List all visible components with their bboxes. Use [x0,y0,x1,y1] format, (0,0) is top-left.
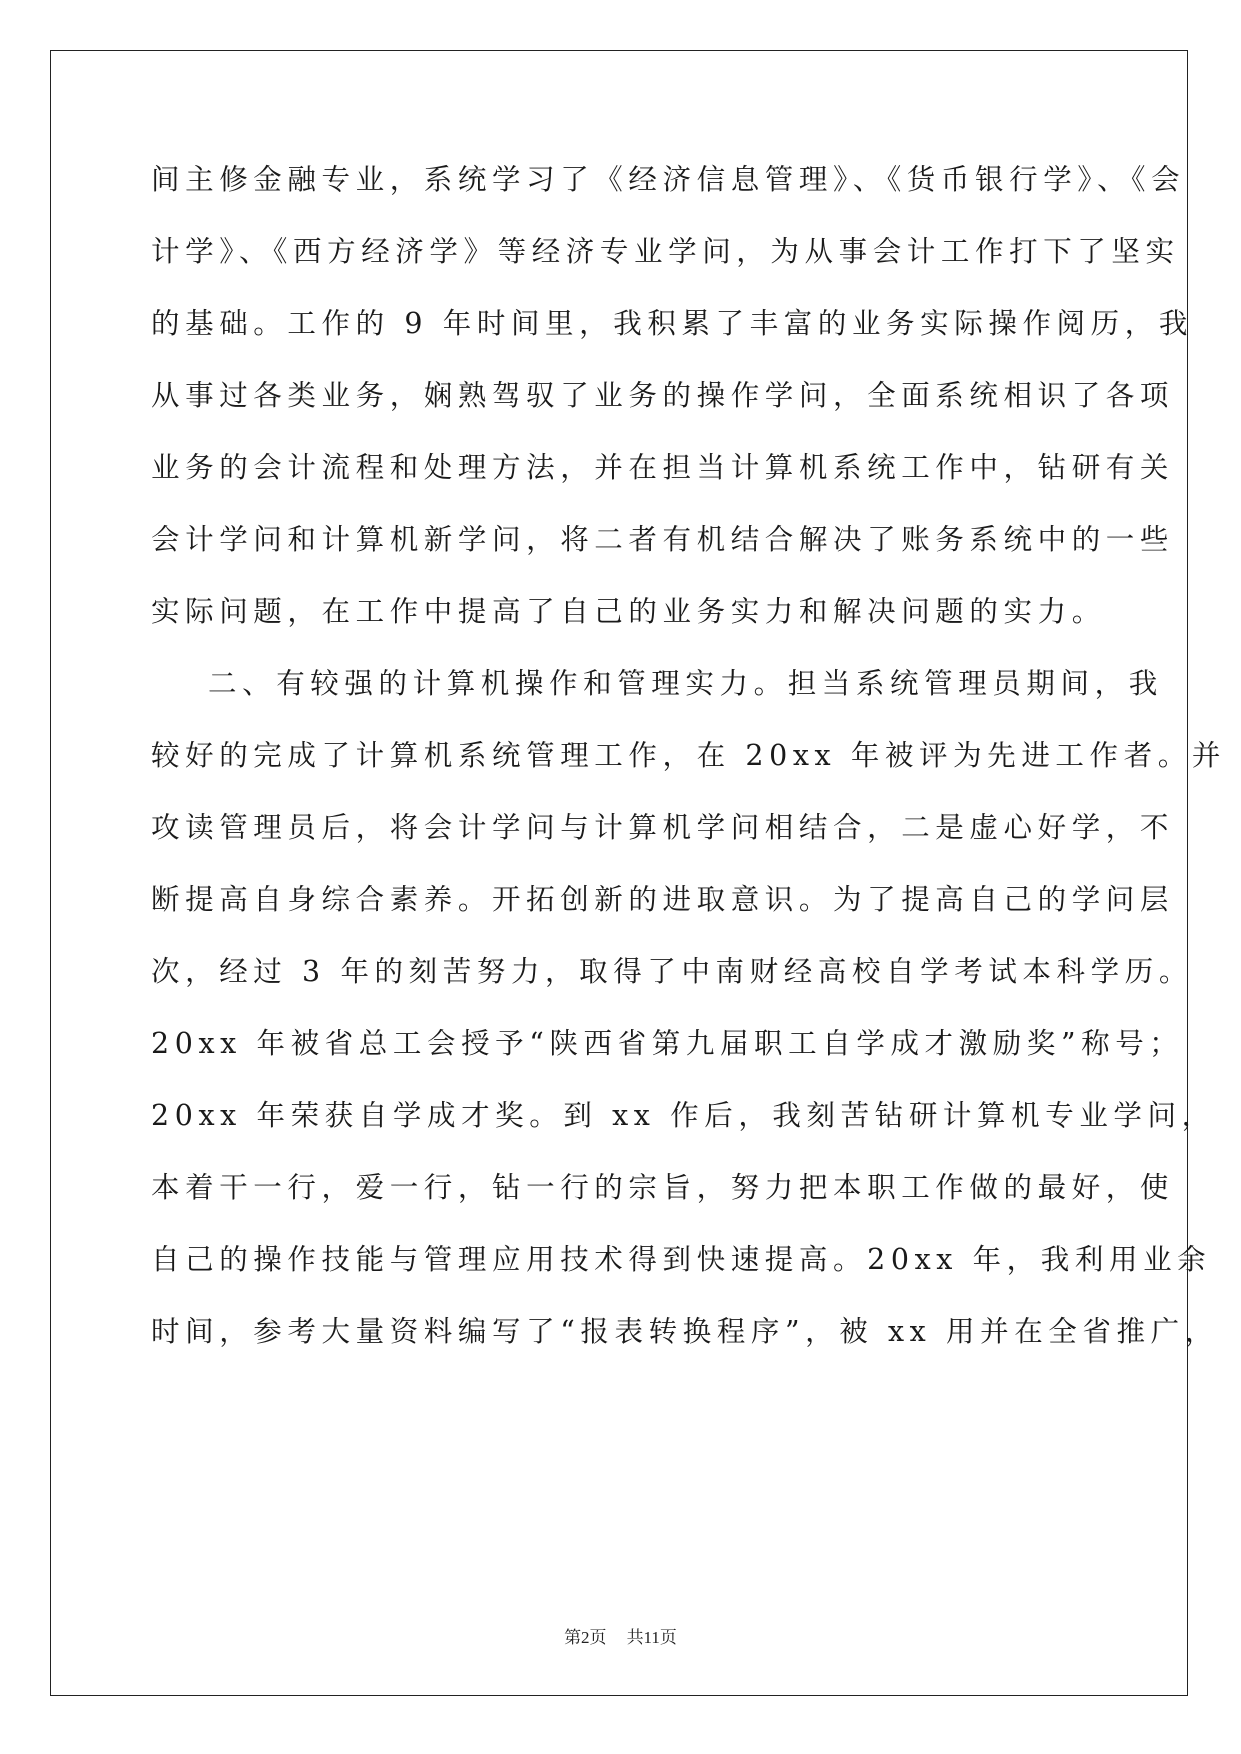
paragraph-line: 断提高自身综合素养。开拓创新的进取意识。为了提高自己的学问层 [151,883,1175,916]
paragraph-line: 20xx 年荣获自学成才奖。到 xx 作后，我刻苦钻研计算机专业学问， [151,1099,1216,1132]
paragraph-line: 20xx 年被省总工会授予“陕西省第九届职工自学成才激励奖”称号； [151,1027,1184,1060]
paragraph-line: 时间，参考大量资料编写了“报表转换程序”，被 xx 用并在全省推广， [151,1315,1219,1348]
paragraph-line: 实际问题，在工作中提高了自己的业务实力和解决问题的实力。 [151,595,1106,628]
paragraph-line: 业务的会计流程和处理方法，并在担当计算机系统工作中，钻研有关 [151,451,1175,484]
paragraph-line: 间主修金融专业，系统学习了《经济信息管理》、《货币银行学》、《会 [151,163,1186,196]
paragraph-line: 攻读管理员后，将会计学问与计算机学问相结合，二是虚心好学，不 [151,811,1175,844]
page-footer [0,1623,1241,1648]
paragraph-line: 的基础。工作的 9 年时间里，我积累了丰富的业务实际操作阅历，我 [151,307,1193,340]
paragraph-line: 自己的操作技能与管理应用技术得到快速提高。20xx 年，我利用业余 [151,1243,1212,1276]
page-number: 第2页 [564,1628,607,1647]
paragraph-line: 较好的完成了计算机系统管理工作，在 20xx 年被评为先进工作者。并 [151,739,1226,772]
paragraph-line: 次，经过 3 年的刻苦努力，取得了中南财经高校自学考试本科学历。 [151,955,1193,988]
paragraph-line: 从事过各类业务，娴熟驾驭了业务的操作学问，全面系统相识了各项 [151,379,1175,412]
page-border [50,50,1188,1696]
total-pages: 共11页 [626,1628,677,1647]
paragraph-line: 计学》、《西方经济学》等经济专业学问，为从事会计工作打下了坚实 [151,235,1180,268]
paragraph-line: 本着干一行，爱一行，钻一行的宗旨，努力把本职工作做的最好，使 [151,1171,1175,1204]
paragraph-line-indented: 二、有较强的计算机操作和管理实力。担当系统管理员期间，我 [208,667,1163,700]
paragraph-line: 会计学问和计算机新学问，将二者有机结合解决了账务系统中的一些 [151,523,1175,556]
